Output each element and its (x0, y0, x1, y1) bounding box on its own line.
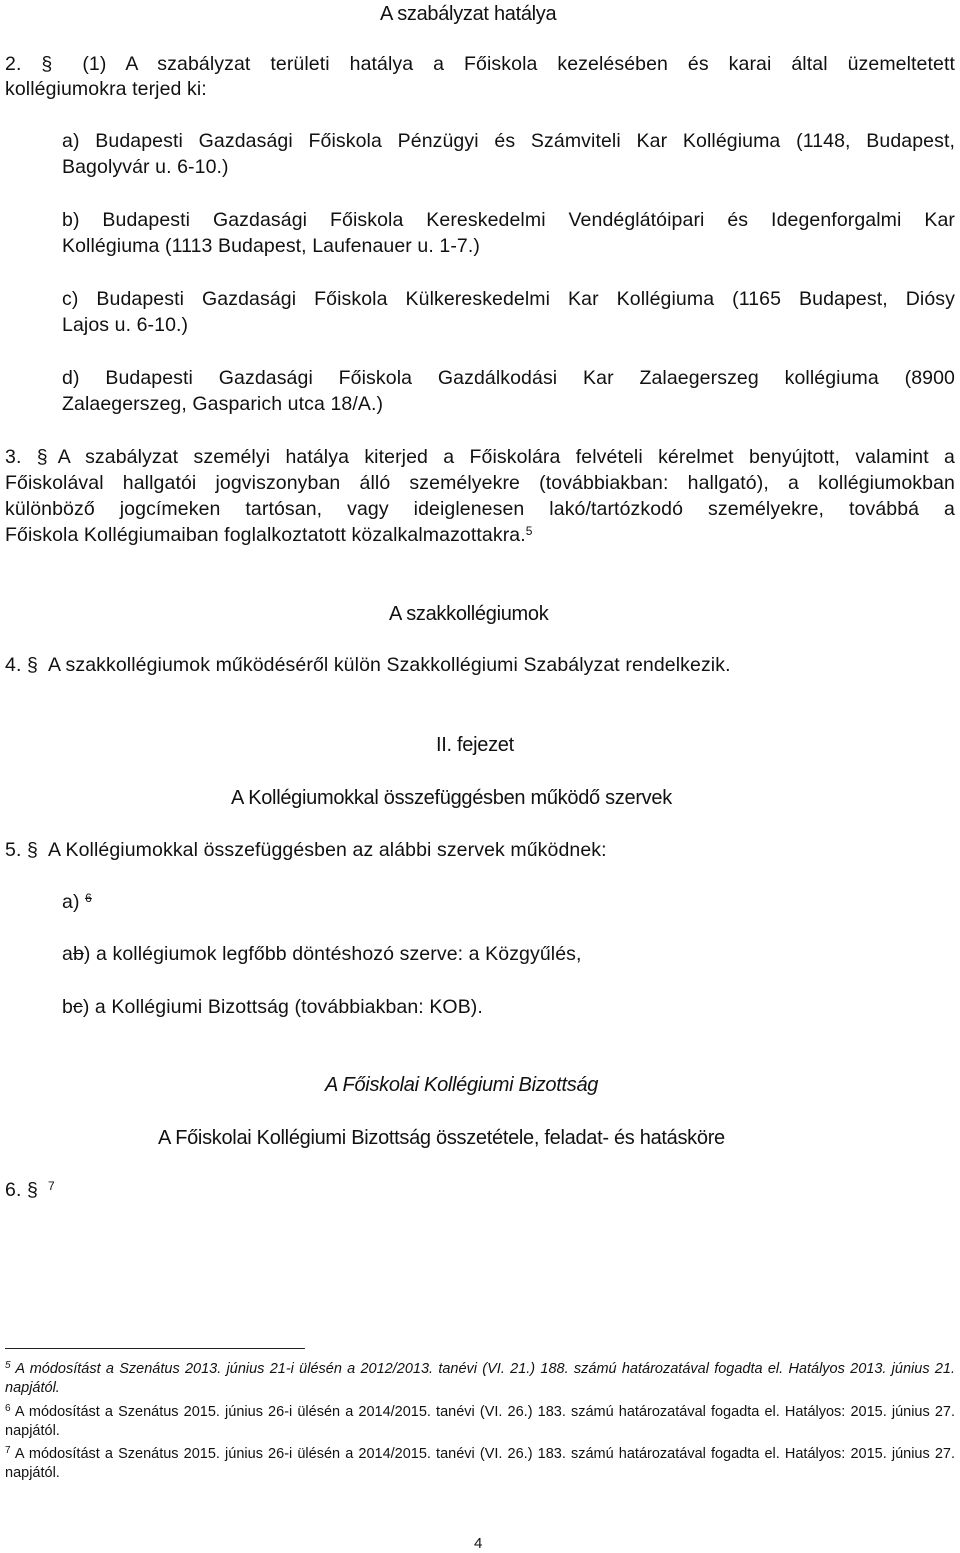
paragraph-text: Főiskola Kollégiumaiban foglalkoztatott közalkalmazottakra. (5, 524, 526, 546)
campus-item-d-line-2: Zalaegerszeg, Gasparich utca 18/A.) (62, 393, 384, 415)
paragraph-3-line-3: különböző jogcímeken tartósan, vagy ideiglenesen lakó/tartózkodó személyekre, továbbá a (5, 498, 955, 520)
organ-item-assembly (62, 942, 582, 966)
page-number: 4 (474, 1535, 483, 1552)
footnote-ref[interactable]: 5 (525, 524, 533, 538)
section-sign: § (27, 654, 38, 676)
paragraph-text: A szabályzat személyi hatálya kiterjed a Főiskolára felvételi kérelmet benyújtott, valamint a (57, 446, 955, 468)
footnote-divider (5, 1348, 305, 1349)
footnote-ref[interactable]: 6 (85, 891, 92, 905)
paragraph-number: 3. (5, 446, 22, 468)
item-text: ) a kollégiumok legfőbb döntéshozó szerve: a Közgyűlés, (83, 943, 582, 965)
campus-item-c-line-1: c) Budapesti Gazdasági Főiskola Külkereskedelmi Kar Kollégiuma (1165 Budapest, Diósy (62, 288, 955, 310)
footnote-7 (5, 1445, 955, 1482)
paragraph-text: A szakkollégiumok működéséről külön Szakkollégiumi Szabályzat rendelkezik. (47, 654, 731, 676)
organ-item-committee (62, 995, 483, 1019)
paragraph-2-line-2: kollégiumokra terjed ki: (5, 78, 207, 100)
szakkollegium-title: A szakkollégiumok (389, 603, 549, 625)
item-label-deleted: c (72, 996, 83, 1018)
section-title: A szabályzat hatálya (380, 3, 557, 25)
paragraph-text: A Kollégiumokkal összefüggésben az alábbi szervek működnek: (47, 839, 607, 861)
campus-item-a-line-2: Bagolyvár u. 6-10.) (62, 156, 229, 178)
footnote-number: 5 (5, 1360, 11, 1371)
footnote-text: A módosítást a Szenátus 2013. június 21-i ülésén a 2012/2013. tanévi (VI. 21.) 188. számú határozatával fogadta el. Hatályos 2013. június 21. napjától. (5, 1361, 956, 1396)
section-sign: § (41, 53, 53, 75)
campus-item-b-line-2: Kollégiuma (1113 Budapest, Laufenauer u. 1-7.) (62, 235, 480, 257)
campus-item-a-line-1: a) Budapesti Gazdasági Főiskola Pénzügyi és Számviteli Kar Kollégiuma (1148, Budapest, (62, 130, 955, 152)
campus-item-c-line-2: Lajos u. 6-10.) (62, 314, 189, 336)
chapter-number: II. fejezet (436, 734, 514, 756)
paragraph-number: 4. (5, 654, 22, 676)
section-sign: § (27, 839, 38, 861)
organ-item-a (62, 890, 92, 914)
paragraph-4 (5, 653, 731, 677)
item-label: a) (62, 891, 80, 913)
section-sign: § (36, 446, 48, 468)
footnote-6 (5, 1403, 955, 1440)
footnote-5 (5, 1360, 955, 1397)
paragraph-5 (5, 838, 607, 862)
footnote-text: A módosítást a Szenátus 2015. június 26-i ülésén a 2014/2015. tanévi (VI. 26.) 183. számú határozatával fogadta el. Hatályos: 2015. június 27. napjától. (5, 1446, 956, 1481)
paragraph-text: (1) A szabályzat területi hatálya a Főiskola kezelésében és karai által üzemeltetett (82, 53, 955, 75)
paragraph-number: 6. (5, 1179, 22, 1201)
paragraph-6 (5, 1178, 55, 1202)
committee-title: A Főiskolai Kollégiumi Bizottság (325, 1074, 599, 1096)
campus-item-b-line-1: b) Budapesti Gazdasági Főiskola Kereskedelmi Vendéglátóipari és Idegenforgalmi Kar (62, 209, 955, 231)
item-label-new: a (62, 943, 73, 965)
paragraph-3-line-1 (5, 445, 955, 469)
section-sign: § (27, 1179, 38, 1201)
footnote-ref[interactable]: 7 (47, 1179, 55, 1193)
paragraph-3-line-4 (5, 523, 533, 547)
item-text: ) a Kollégiumi Bizottság (továbbiakban: KOB). (82, 996, 483, 1018)
footnote-text: A módosítást a Szenátus 2015. június 26-i ülésén a 2014/2015. tanévi (VI. 26.) 183. számú határozatával fogadta el. Hatályos: 2015. június 27. napjától. (5, 1404, 956, 1439)
paragraph-3-line-2: Főiskolával hallgatói jogviszonyban álló személyekre (továbbiakban: hallgató), a kollégiumokban (5, 472, 955, 494)
chapter-title: A Kollégiumokkal összefüggésben működő szervek (231, 787, 672, 809)
item-label-deleted: b (72, 943, 84, 965)
paragraph-number: 5. (5, 839, 22, 861)
paragraph-number: 2. (5, 53, 22, 75)
item-label-new: b (62, 996, 73, 1018)
footnote-number: 6 (5, 1403, 11, 1414)
campus-item-d-line-1: d) Budapesti Gazdasági Főiskola Gazdálkodási Kar Zalaegerszeg kollégiuma (8900 (62, 367, 955, 389)
committee-subtitle: A Főiskolai Kollégiumi Bizottság összetétele, feladat- és hatásköre (158, 1127, 725, 1149)
paragraph-2-line-1 (5, 52, 955, 76)
footnote-number: 7 (5, 1445, 11, 1456)
